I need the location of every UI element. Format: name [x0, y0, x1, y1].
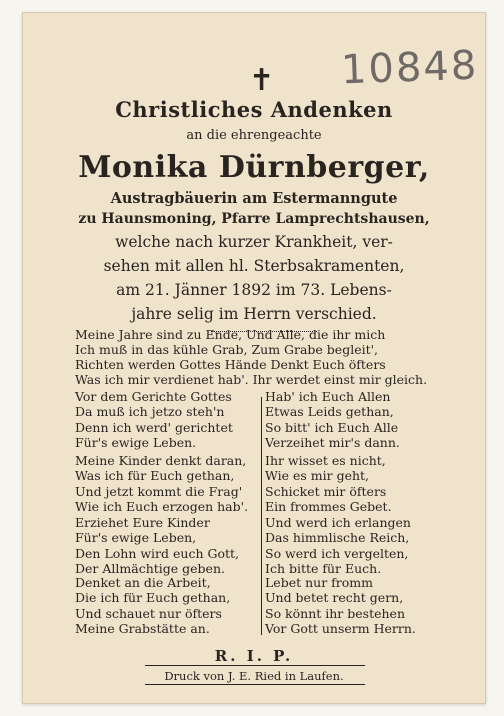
verse-line: Verzeihet mir's dann.	[265, 434, 400, 450]
verse-line: Richten werden Gottes Hände Denkt Euch öfters	[75, 357, 386, 372]
verse-line: Ich bitte für Euch.	[265, 560, 382, 576]
verse-line: Schicket mir öfters	[265, 483, 387, 499]
printer-credit: Druck von J. E. Ried in Laufen.	[164, 669, 344, 683]
verse-line: So bitt' ich Euch Alle	[265, 419, 399, 435]
footer-rule	[145, 665, 365, 666]
description-line: zu Haunsmoning, Pfarre Lamprechtshausen,	[78, 211, 430, 227]
verse-line: Denket an die Arbeit,	[75, 575, 211, 590]
verse-right-3	[265, 515, 465, 576]
description-line: sehen mit allen hl. Sterbsakramenten,	[103, 257, 405, 275]
verse-line: Den Lohn wird euch Gott,	[75, 545, 239, 561]
verse-line: So werd ich vergelten,	[265, 545, 409, 561]
verse-line: Denn ich werd' gerichtet	[75, 419, 233, 435]
verse-line: Meine Jahre sind zu Ende, Und Alle, die ihr mich	[75, 327, 386, 342]
verse-line: Für's ewige Leben,	[75, 530, 197, 546]
verse-left-1	[75, 389, 265, 450]
verse-left-4	[75, 575, 265, 636]
verse-line: Hab' ich Euch Allen	[265, 389, 391, 404]
verse-line: Ein frommes Gebet.	[265, 498, 392, 514]
rip-mark: R. I. P.	[214, 647, 294, 665]
deceased-name: Monika Dürnberger,	[78, 150, 430, 185]
verse-line: Etwas Leids gethan,	[265, 404, 394, 420]
card-title: Christliches Andenken	[115, 97, 393, 122]
verse-line: Das himmlische Reich,	[265, 530, 410, 546]
verse-line: Wie ich Euch erzogen hab'.	[75, 498, 249, 514]
verse-line: Was ich mir verdienet hab'. Ihr werdet einst mir gleich.	[75, 372, 428, 387]
verse-right-1	[265, 389, 465, 450]
verse-line: Der Allmächtige geben.	[75, 560, 225, 576]
description-line: Austragbäuerin am Estermanngute	[110, 190, 398, 207]
verse-line: Erziehet Eure Kinder	[75, 515, 210, 530]
description-line: welche nach kurzer Krankheit, ver-	[115, 233, 393, 251]
footer-rule	[145, 684, 365, 685]
verse-line: Die ich für Euch gethan,	[75, 590, 231, 606]
verse-line: Und werd ich erlangen	[265, 515, 411, 530]
verse-line: Was ich für Euch gethan,	[75, 468, 235, 484]
cross-icon: ✝	[249, 63, 275, 98]
verse-line: Ich muß in das kühle Grab, Zum Grabe begleit',	[75, 342, 379, 357]
verse-right-4	[265, 575, 465, 636]
verse-line: Ihr wisset es nicht,	[265, 453, 386, 468]
verse-line: Wie es mir geht,	[265, 468, 370, 484]
archive-number: 10848	[340, 42, 480, 94]
description-line: am 21. Jänner 1892 im 73. Lebens-	[116, 281, 392, 299]
verse-line: Vor Gott unserm Herrn.	[265, 620, 416, 636]
verse-intro	[75, 327, 486, 387]
verse-right-2	[265, 453, 465, 514]
verse-line: Meine Grabstätte an.	[75, 620, 210, 636]
verse-line: Für's ewige Leben.	[75, 434, 197, 450]
verse-line: Lebet nur fromm	[265, 575, 373, 590]
verse-line: Und jetzt kommt die Frag'	[75, 483, 243, 499]
verse-line: Und betet recht gern,	[265, 590, 404, 606]
memorial-card	[22, 12, 486, 704]
verse-left-3	[75, 515, 265, 576]
card-subtitle: an die ehrengeachte	[186, 128, 322, 143]
verse-line: Da muß ich jetzo steh'n	[75, 404, 225, 420]
verse-line: Vor dem Gerichte Gottes	[75, 389, 232, 404]
verse-line: So könnt ihr bestehen	[265, 605, 405, 621]
description-line: jahre selig im Herrn verschied.	[131, 305, 377, 323]
verse-left-2	[75, 453, 265, 514]
verse-line: Und schauet nur öfters	[75, 605, 222, 621]
verse-line: Meine Kinder denkt daran,	[75, 453, 247, 468]
